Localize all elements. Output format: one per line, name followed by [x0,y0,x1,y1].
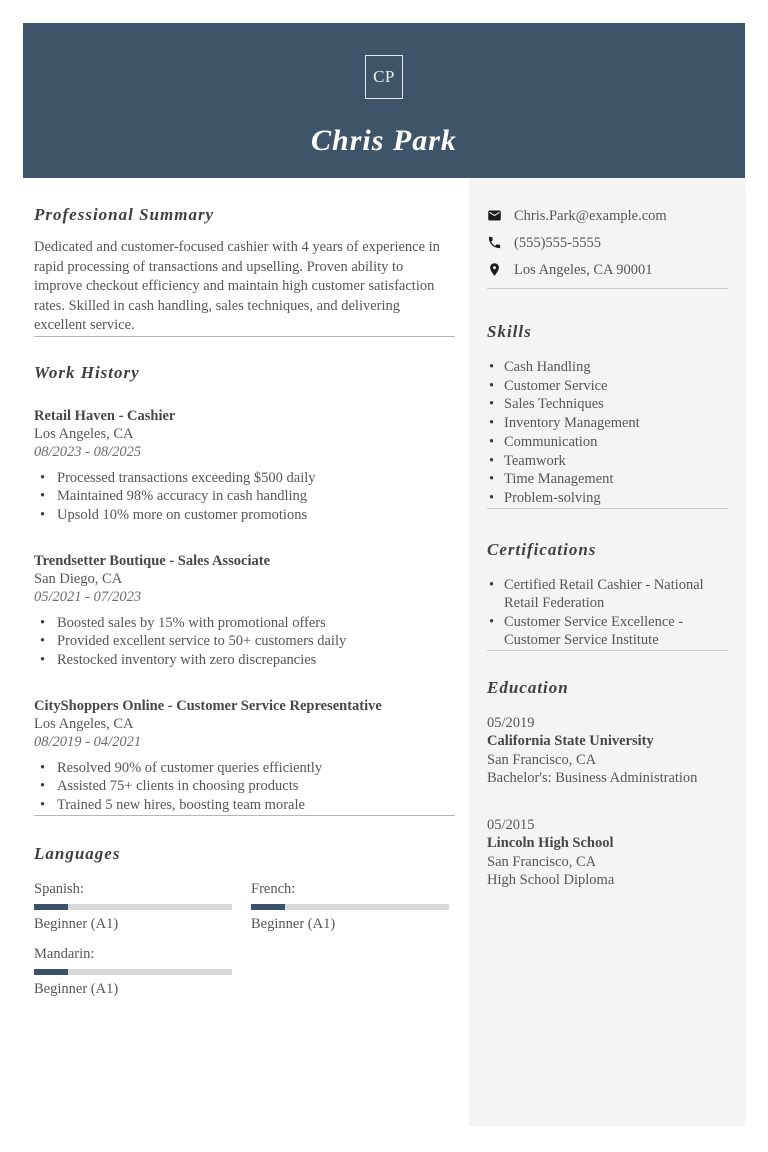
summary-heading: Professional Summary [34,205,215,224]
skill-item: • Communication [487,433,728,452]
skill-item: • Inventory Management [487,414,728,433]
language-item [34,880,232,933]
location-pin-icon [487,262,502,277]
skill-item: • Cash Handling [487,358,728,377]
education-entry [487,816,728,890]
job-entry [34,407,455,525]
job-title: Retail Haven - Cashier [34,407,176,424]
work-history-heading: Work History [34,362,140,382]
job-title: Trendsetter Boutique - Sales Associate [34,552,271,569]
language-item [34,945,232,998]
summary-text: Dedicated and customer-focused cashier with 4 years of experience in rapid processing of transactions and upselling. Proven ability to improve checkout efficiency and maintain high customer satisfaction rates. Skilled in cash handling, sales techniques, and delivering excellent service. [34,239,440,333]
education-entry [487,714,728,788]
resume-sidebar [469,178,746,1126]
job-bullet-list [34,614,455,670]
candidate-name: Chris Park [311,124,457,157]
contact-address: Los Angeles, CA 90001 [514,262,653,278]
job-location: Los Angeles, CA [34,425,134,442]
job-entry [34,697,455,815]
job-bullet: • Restocked inventory with zero discrepancies [34,651,455,670]
email-icon [487,208,502,223]
language-level-label: Beginner (A1) [34,980,119,997]
contact-address-row [487,261,728,279]
sidebar-divider [487,650,728,651]
education-school: California State University [487,733,654,750]
skills-list [487,358,728,508]
contact-list [487,207,728,279]
resume-header [23,23,745,178]
contact-phone-row [487,234,728,252]
contact-email: Chris.Park@example.com [514,208,667,224]
skill-item: • Time Management [487,470,728,489]
monogram-badge [365,55,403,99]
skill-item: • Customer Service [487,377,728,396]
languages-heading: Languages [34,843,121,863]
language-level-bar [34,904,232,910]
language-level-label: Beginner (A1) [34,915,119,932]
sidebar-divider [487,288,728,289]
job-bullet-list [34,469,455,525]
language-level-label: Beginner (A1) [251,915,336,932]
skills-heading: Skills [487,322,532,341]
education-date: 05/2019 [487,714,535,731]
resume-main-column [34,178,455,998]
job-dates: 08/2023 - 08/2025 [34,444,142,460]
language-name: Spanish: [34,880,84,897]
phone-icon [487,235,502,250]
job-bullet: • Boosted sales by 15% with promotional offers [34,614,455,633]
education-location: San Francisco, CA [487,751,597,768]
job-dates: 08/2019 - 04/2021 [34,734,142,751]
skill-item: • Sales Techniques [487,395,728,414]
certification-item: • Certified Retail Cashier - National Retail Federation [487,576,728,613]
certification-item: • Customer Service Excellence - Customer Service Institute [487,613,728,650]
main-divider [34,815,455,816]
job-bullet-list [34,759,455,815]
languages-grid [34,880,455,998]
language-item [251,880,449,933]
language-name: Mandarin: [34,945,95,962]
language-level-bar [251,904,449,910]
sidebar-divider [487,508,728,509]
language-level-bar-fill [251,904,285,910]
job-bullet: • Resolved 90% of customer queries efficiently [34,759,455,778]
language-name: French: [251,880,296,897]
education-location: San Francisco, CA [487,853,597,870]
job-location: San Diego, CA [34,570,123,587]
education-school: Lincoln High School [487,835,614,852]
job-title: CityShoppers Online - Customer Service Representative [34,697,382,714]
job-bullet: • Processed transactions exceeding $500 daily [34,469,455,488]
education-date: 05/2015 [487,816,535,833]
job-bullet: • Assisted 75+ clients in choosing products [34,777,455,796]
contact-phone: (555)555-5555 [514,235,601,251]
main-divider [34,336,455,337]
skill-item: • Teamwork [487,452,728,471]
education-heading: Education [487,677,569,697]
certifications-heading: Certifications [487,539,597,559]
job-location: Los Angeles, CA [34,715,134,732]
job-bullet: • Provided excellent service to 50+ customers daily [34,632,455,651]
contact-email-row [487,207,728,225]
job-dates: 05/2021 - 07/2023 [34,589,142,606]
job-bullet: • Maintained 98% accuracy in cash handling [34,487,455,506]
monogram-initials: CP [373,67,395,86]
skill-item: • Problem-solving [487,489,728,508]
language-level-bar [34,969,232,975]
job-bullet: • Upsold 10% more on customer promotions [34,506,455,525]
job-entry [34,552,455,670]
language-level-bar-fill [34,904,68,910]
job-bullet: • Trained 5 new hires, boosting team morale [34,796,455,815]
certifications-list [487,576,728,650]
education-degree: Bachelor's: Business Administration [487,770,698,787]
language-level-bar-fill [34,969,68,975]
education-degree: High School Diploma [487,872,615,889]
